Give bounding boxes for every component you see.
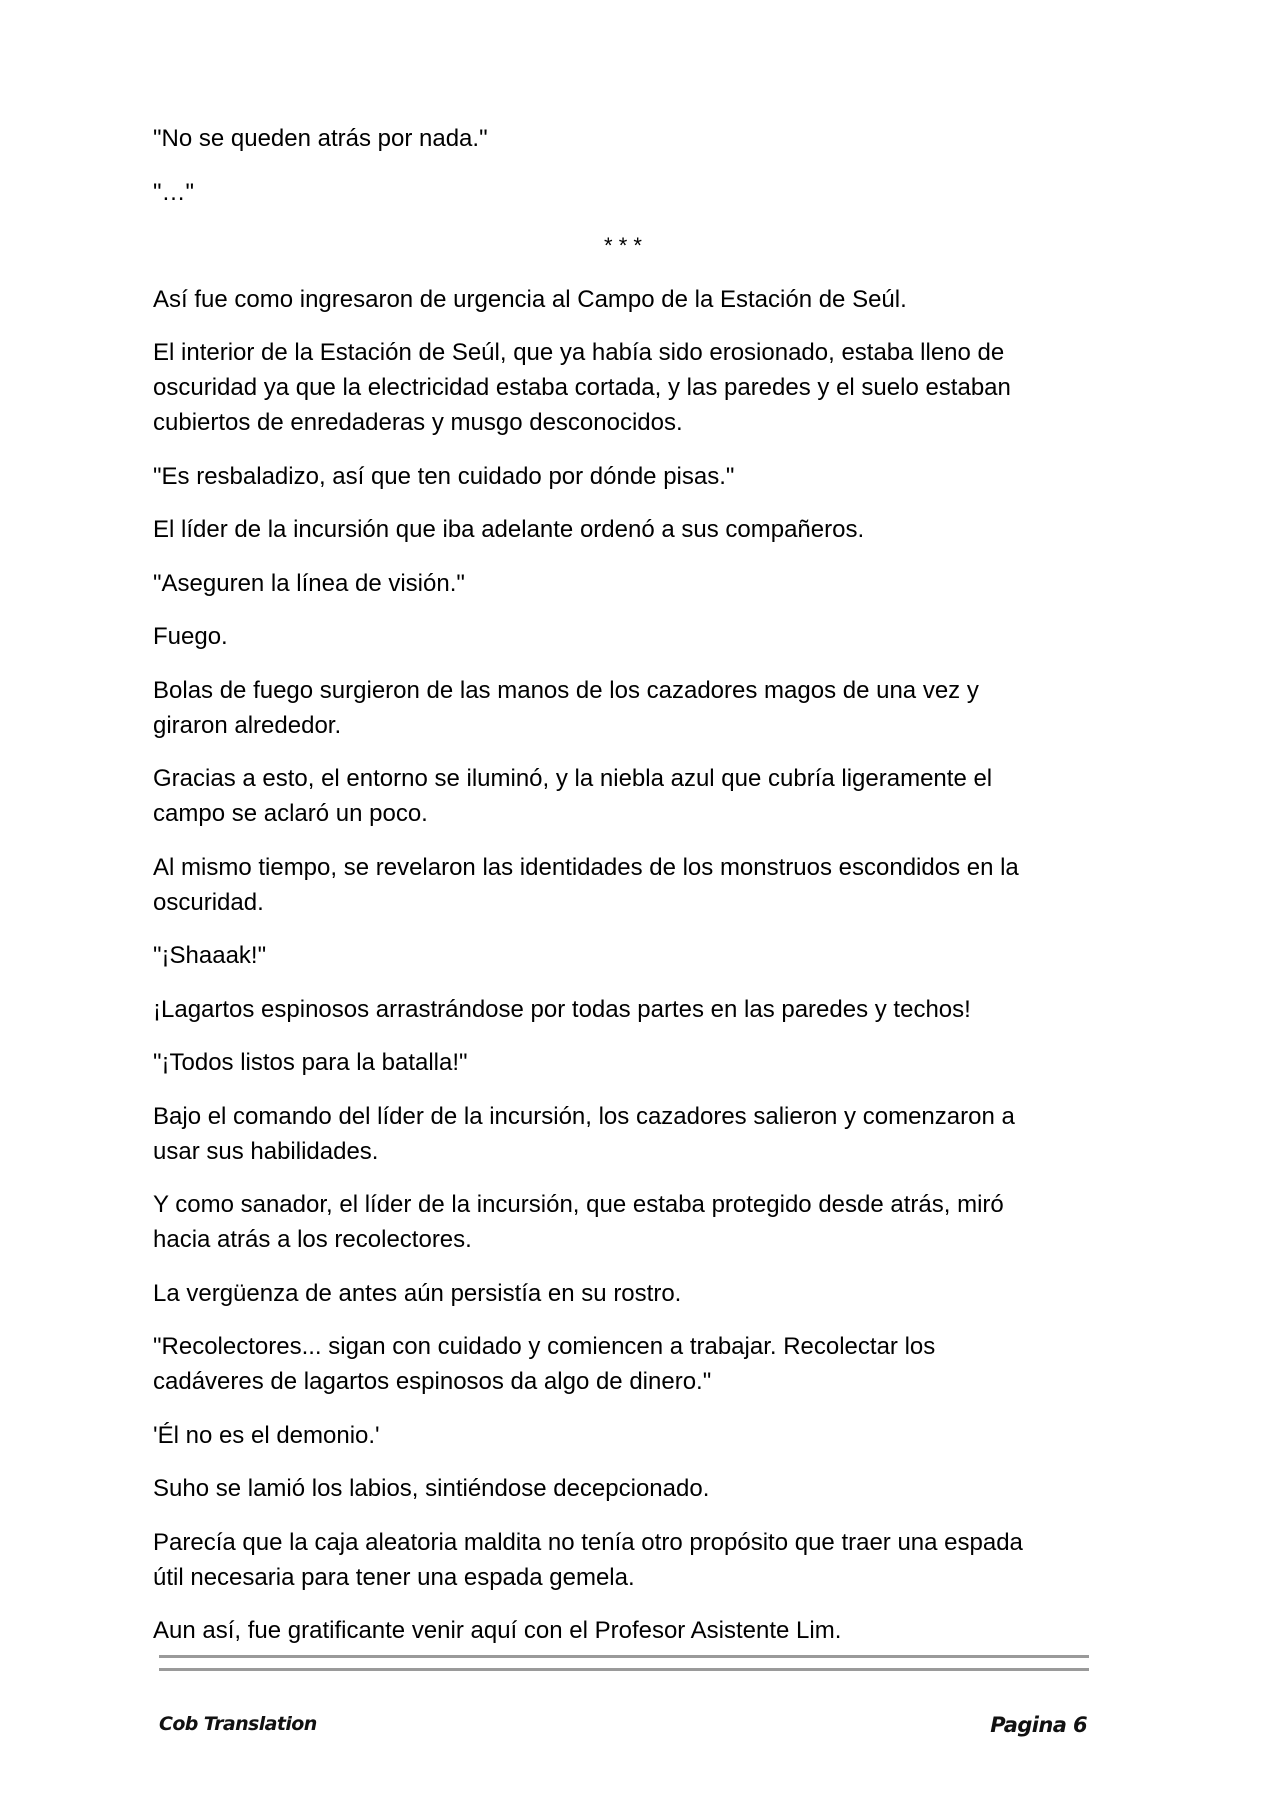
paragraph-line: "Es resbaladizo, así que ten cuidado por dónde pisas.": [153, 462, 735, 490]
paragraph: [153, 335, 1093, 440]
paragraph-line: Fuego.: [153, 623, 228, 650]
paragraph: [153, 938, 1093, 973]
paragraph-line: giraron alrededor.: [153, 711, 342, 739]
paragraph: [153, 1045, 1093, 1080]
paragraph-line: Suho se lamió los labios, sintiéndose decepcionado.: [153, 1475, 710, 1502]
paragraph-line: La vergüenza de antes aún persistía en su rostro.: [153, 1279, 682, 1307]
paragraph: [153, 1613, 1093, 1648]
paragraph: [153, 1471, 1093, 1506]
paragraph-line: Gracias a esto, el entorno se iluminó, y la niebla azul que cubría ligeramente el: [153, 765, 993, 792]
paragraph-line: Bolas de fuego surgieron de las manos de los cazadores magos de una vez y: [153, 676, 979, 704]
paragraph-line: Así fue como ingresaron de urgencia al Campo de la Estación de Seúl.: [153, 285, 907, 313]
footer-page-number: Pagina 6: [990, 1713, 1087, 1737]
paragraph-line: Parecía que la caja aleatoria maldita no tenía otro propósito que traer una espada: [153, 1528, 1023, 1556]
paragraph-line: "Aseguren la línea de visión.": [153, 569, 465, 597]
paragraph-line: "…": [153, 178, 195, 206]
body-text: [153, 121, 1093, 1667]
paragraph: [153, 1418, 1093, 1453]
paragraph: [153, 992, 1093, 1027]
footer-rule-top: [159, 1655, 1089, 1658]
paragraph: [153, 282, 1093, 317]
paragraph-line: Aun así, fue gratificante venir aquí con el Profesor Asistente Lim.: [153, 1617, 842, 1644]
paragraph-line: ¡Lagartos espinosos arrastrándose por todas partes en las paredes y techos!: [153, 995, 971, 1023]
paragraph: [153, 673, 1093, 743]
paragraph: [153, 459, 1093, 494]
paragraph: [153, 619, 1093, 654]
paragraph: [153, 761, 1093, 831]
paragraph: [153, 1276, 1093, 1311]
paragraph-line: cubiertos de enredaderas y musgo desconocidos.: [153, 409, 683, 436]
paragraph: [153, 175, 1093, 210]
paragraph: [153, 1525, 1093, 1595]
paragraph-line: hacia atrás a los recolectores.: [153, 1226, 472, 1253]
footer-rule-bottom: [159, 1668, 1089, 1671]
paragraph-line: "No se queden atrás por nada.": [153, 125, 488, 152]
paragraph: [153, 1099, 1093, 1169]
paragraph-line: "Recolectores... sigan con cuidado y comiencen a trabajar. Recolectar los: [153, 1333, 936, 1360]
paragraph-line: 'Él no es el demonio.': [153, 1421, 380, 1449]
paragraph-line: Bajo el comando del líder de la incursión, los cazadores salieron y comenzaron a: [153, 1102, 1015, 1130]
paragraph-line: El interior de la Estación de Seúl, que ya había sido erosionado, estaba lleno de: [153, 339, 1005, 366]
paragraph: [153, 1329, 1093, 1399]
paragraph-line: útil necesaria para tener una espada gemela.: [153, 1563, 635, 1591]
paragraph-line: "¡Shaaak!": [153, 942, 267, 969]
paragraph-line: Al mismo tiempo, se revelaron las identidades de los monstruos escondidos en la: [153, 853, 1019, 881]
paragraph-line: Y como sanador, el líder de la incursión, que estaba protegido desde atrás, miró: [153, 1191, 1004, 1218]
paragraph: [153, 1187, 1093, 1257]
paragraph-line: "¡Todos listos para la batalla!": [153, 1049, 468, 1076]
paragraph: [153, 850, 1093, 920]
paragraph-line: oscuridad ya que la electricidad estaba cortada, y las paredes y el suelo estaban: [153, 374, 1011, 401]
scene-separator: * * *: [604, 233, 642, 258]
footer-translator-credit: Cob Translation: [159, 1713, 317, 1735]
paragraph-line: cadáveres de lagartos espinosos da algo de dinero.": [153, 1368, 712, 1395]
paragraph: [153, 121, 1093, 156]
paragraph-line: campo se aclaró un poco.: [153, 800, 428, 827]
paragraph-line: oscuridad.: [153, 888, 264, 916]
paragraph: [153, 512, 1093, 547]
paragraph-line: El líder de la incursión que iba adelante ordenó a sus compañeros.: [153, 516, 865, 543]
paragraph: [153, 566, 1093, 601]
paragraph-line: usar sus habilidades.: [153, 1137, 379, 1165]
